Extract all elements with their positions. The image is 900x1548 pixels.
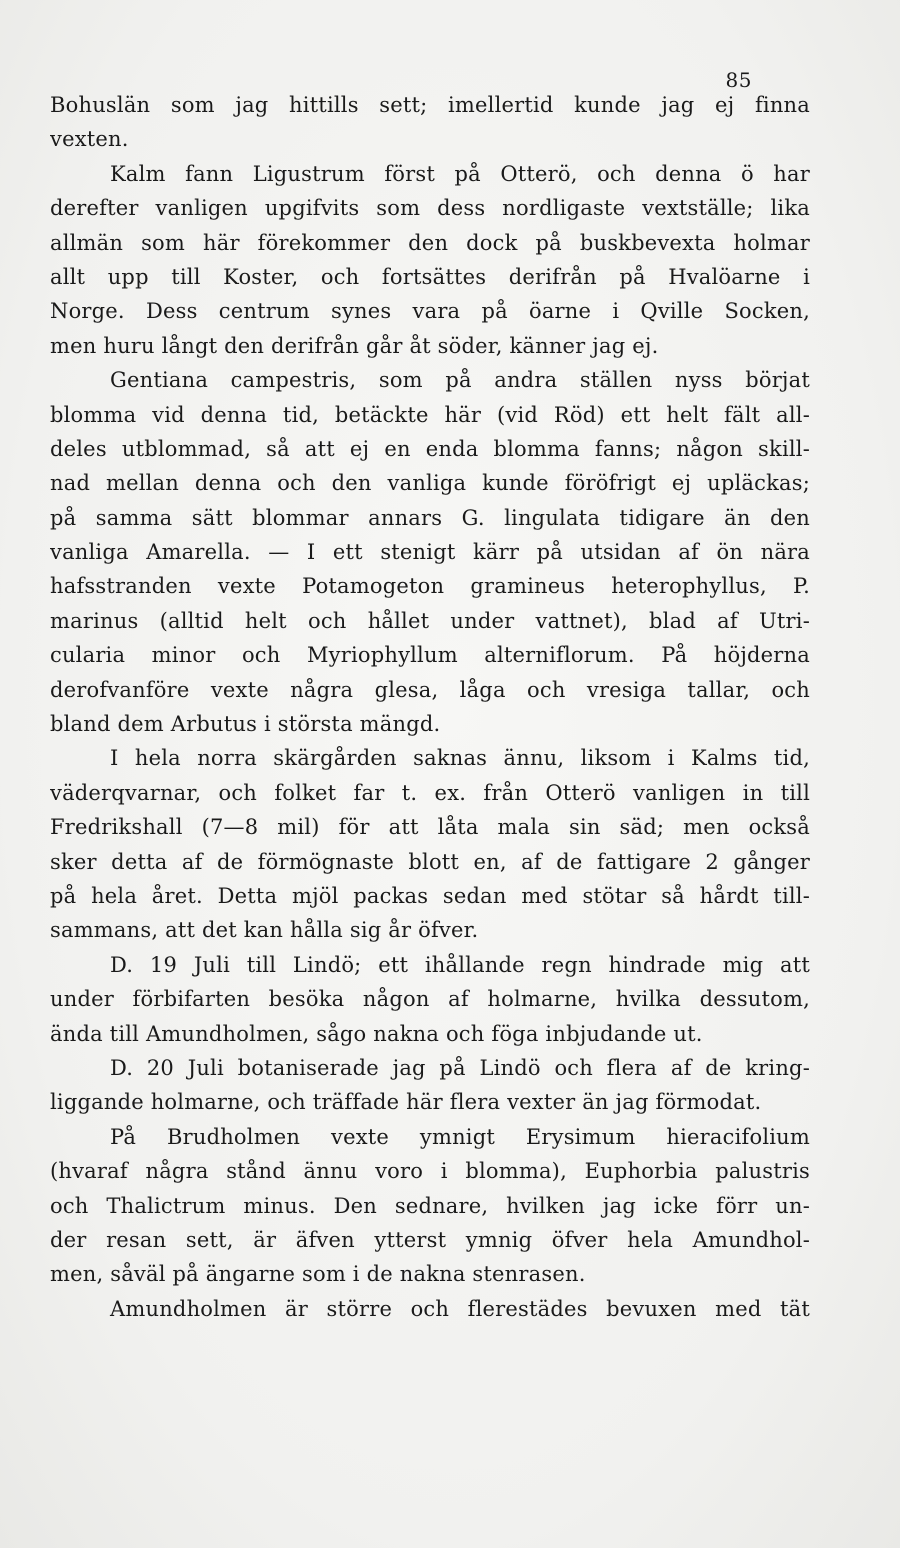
text-line: derefter vanligen upgifvits som dess nordligaste vextställe; lika bbox=[50, 196, 810, 221]
text-line: Norge. Dess centrum synes vara på öarne i Qville Socken, bbox=[50, 299, 810, 324]
text-line: vexten. bbox=[50, 127, 129, 152]
text-line: men huru långt den derifrån går åt söder, känner jag ej. bbox=[50, 333, 659, 358]
text-line: Gentiana campestris, som på andra ställen nyss börjat bbox=[110, 368, 810, 393]
text-line: deles utblommad, så att ej en enda blomma fanns; någon skill- bbox=[50, 436, 810, 461]
text-line: på hela året. Detta mjöl packas sedan med stötar så hårdt till- bbox=[50, 883, 810, 908]
text-line: Amundholmen är större och flerestädes bevuxen med tät bbox=[110, 1296, 810, 1321]
text-line: Fredrikshall (7—8 mil) för att låta mala sin säd; men också bbox=[50, 815, 810, 840]
text-line: och Thalictrum minus. Den sednare, hvilken jag icke förr un- bbox=[50, 1193, 810, 1218]
text-line: men, såväl på ängarne som i de nakna stenrasen. bbox=[50, 1262, 586, 1287]
text-line: På Brudholmen vexte ymnigt Erysimum hieracifolium bbox=[110, 1124, 810, 1149]
text-line: marinus (alltid helt och hållet under vattnet), blad af Utri- bbox=[50, 608, 810, 633]
text-line: der resan sett, är äfven ytterst ymnig öfver hela Amundhol- bbox=[50, 1227, 810, 1252]
text-line: I hela norra skärgården saknas ännu, liksom i Kalms tid, bbox=[110, 746, 810, 771]
text-line: ända till Amundholmen, sågo nakna och föga inbjudande ut. bbox=[50, 1021, 703, 1046]
text-line: allt upp till Koster, och fortsättes derifrån på Hvalöarne i bbox=[50, 264, 810, 289]
text-line: blomma vid denna tid, betäckte här (vid Röd) ett helt fält all- bbox=[50, 402, 810, 427]
text-line: D. 20 Juli botaniserade jag på Lindö och flera af de kring- bbox=[110, 1055, 810, 1080]
text-line: sker detta af de förmögnaste blott en, af de fattigare 2 gånger bbox=[50, 849, 810, 874]
text-line: väderqvarnar, och folket far t. ex. från Otterö vanligen in till bbox=[50, 780, 810, 805]
text-line: derofvanföre vexte några glesa, låga och vresiga tallar, och bbox=[50, 677, 810, 702]
text-line: hafsstranden vexte Potamogeton gramineus heterophyllus, P. bbox=[50, 574, 810, 599]
text-line: nad mellan denna och den vanliga kunde föröfrigt ej upläckas; bbox=[50, 471, 810, 496]
text-line: cularia minor och Myriophyllum alterniflorum. På höjderna bbox=[50, 643, 810, 668]
text-line: på samma sätt blommar annars G. lingulata tidigare än den bbox=[50, 505, 810, 530]
body-text bbox=[50, 88, 810, 1326]
text-line: bland dem Arbutus i största mängd. bbox=[50, 712, 441, 737]
text-line: Kalm fann Ligustrum först på Otterö, och denna ö har bbox=[110, 161, 810, 186]
page-number: 85 bbox=[725, 68, 752, 92]
text-line: vanliga Amarella. — I ett stenigt kärr på utsidan af ön nära bbox=[50, 540, 810, 565]
text-line: D. 19 Juli till Lindö; ett ihållande regn hindrade mig att bbox=[110, 952, 810, 977]
text-line: Bohuslän som jag hittills sett; imellertid kunde jag ej finna bbox=[50, 93, 810, 117]
text-line: liggande holmarne, och träffade här flera vexter än jag förmodat. bbox=[50, 1090, 762, 1115]
text-line: allmän som här förekommer den dock på buskbevexta holmar bbox=[50, 230, 810, 255]
text-line: under förbifarten besöka någon af holmarne, hvilka dessutom, bbox=[50, 987, 810, 1012]
text-line: (hvaraf några stånd ännu voro i blomma), Euphorbia palustris bbox=[50, 1159, 810, 1184]
text-line: sammans, att det kan hålla sig år öfver. bbox=[50, 918, 479, 943]
